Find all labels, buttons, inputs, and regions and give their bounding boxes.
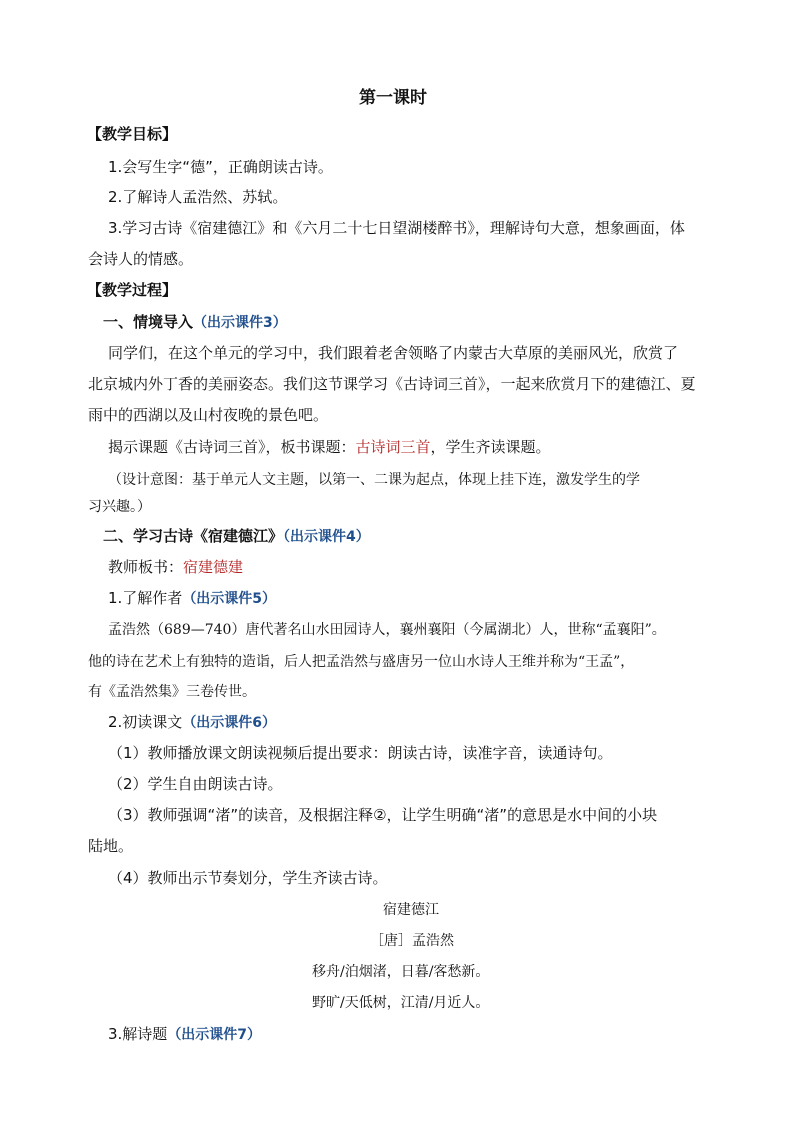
author-3: 有《孟浩然集》三卷传世。 <box>88 684 256 700</box>
sub-1-ref: （出示课件5） <box>182 591 277 607</box>
reveal-red: 古诗词三首 <box>355 438 431 456</box>
reveal-after: ，学生齐读课题。 <box>430 438 551 456</box>
objectives-heading: 【教学目标】 <box>87 125 178 143</box>
intro-para-1: 同学们，在这个单元的学习中，我们跟着老舍领略了内蒙古大草原的美丽风光，欣赏了 <box>108 344 679 362</box>
section-1-ref: （出示课件3） <box>193 315 287 331</box>
objective-2: 2.了解诗人孟浩然、苏轼。 <box>108 188 288 206</box>
step-1: （1）教师播放课文朗读视频后提出要求：朗读古诗，读准字音，读通诗句。 <box>108 744 613 762</box>
sub-3-title: 3.解诗题 <box>108 1025 168 1043</box>
reveal-before: 揭示课题《古诗词三首》，板书课题： <box>108 438 356 456</box>
section-2-title: 二、学习古诗《宿建德江》 <box>103 527 284 545</box>
reveal-line <box>108 437 551 457</box>
board-label: 教师板书： <box>108 558 184 576</box>
intro-para-2: 北京城内外丁香的美丽姿态。我们这节课学习《古诗词三首》，一起来欣赏月下的建德江、夏 <box>88 375 696 393</box>
design-intent-2: 习兴趣。） <box>88 499 151 515</box>
poem-title: 宿建德江 <box>383 902 439 918</box>
board-red: 宿建德建 <box>183 558 244 576</box>
poem-line-1: 移舟/泊烟渚，日暮/客愁新。 <box>312 964 490 980</box>
section-1-title: 一、情境导入 <box>103 313 194 331</box>
section-2-heading <box>103 526 370 547</box>
objective-1: 1.会写生字“德”，正确朗读古诗。 <box>108 158 333 176</box>
sub-3-ref: （出示课件7） <box>167 1027 262 1043</box>
sub-2-ref: （出示课件6） <box>182 715 277 731</box>
section-2-ref: （出示课件4） <box>283 529 370 545</box>
sub-1-title: 1.了解作者 <box>108 589 183 607</box>
poem-author: ［唐］孟浩然 <box>370 933 454 949</box>
process-heading: 【教学过程】 <box>87 281 178 299</box>
step-2: （2）学生自由朗读古诗。 <box>108 775 283 793</box>
poem-line-2: 野旷/天低树，江清/月近人。 <box>312 995 490 1011</box>
sub-3-heading <box>108 1024 261 1045</box>
author-1: 孟浩然（689—740）唐代著名山水田园诗人，襄州襄阳（今属湖北）人，世称“孟襄阳”。 <box>108 622 666 638</box>
sub-1-heading <box>108 588 276 609</box>
objective-3-cont: 会诗人的情感。 <box>88 250 194 268</box>
author-2: 他的诗在艺术上有独特的造诣，后人把孟浩然与盛唐另一位山水诗人王维并称为“王孟”， <box>88 654 635 670</box>
section-1-heading <box>103 312 287 333</box>
board-line <box>108 557 243 577</box>
step-4: （4）教师出示节奏划分，学生齐读古诗。 <box>108 869 388 887</box>
step-3-cont: 陆地。 <box>88 837 134 855</box>
step-3: （3）教师强调“渚”的读音，及根据注释②，让学生明确“渚”的意思是水中间的小块 <box>108 806 658 824</box>
objective-3: 3.学习古诗《宿建德江》和《六月二十七日望湖楼醉书》，理解诗句大意，想象画面，体 <box>108 219 685 237</box>
intro-para-3: 雨中的西湖以及山村夜晚的景色吧。 <box>88 406 329 424</box>
sub-2-title: 2.初读课文 <box>108 713 183 731</box>
sub-2-heading <box>108 712 276 733</box>
design-intent-1: （设计意图：基于单元人文主题，以第一、二课为起点，体现上挂下连，激发学生的学 <box>108 472 640 488</box>
page-title: 第一课时 <box>359 88 427 108</box>
